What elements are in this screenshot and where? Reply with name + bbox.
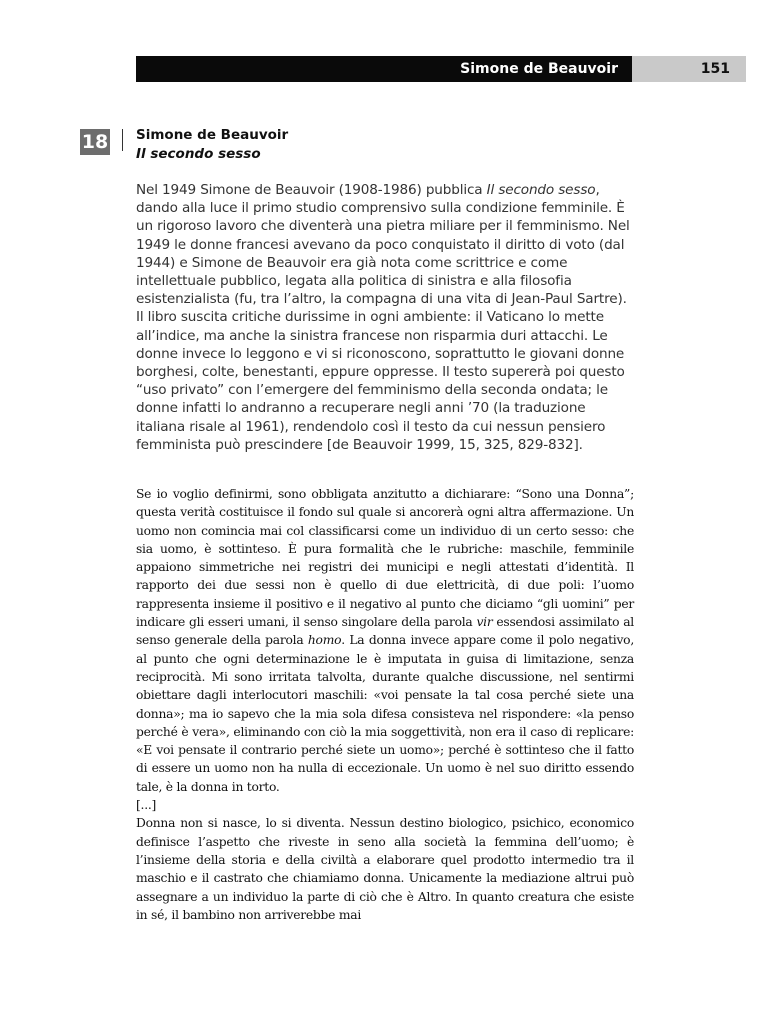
word-vir: vir bbox=[476, 615, 493, 630]
excerpt-paragraph-2: Donna non si nasce, lo si diventa. Nessun destino biologico, psichico, economico definisce l’aspetto che riveste in seno alla società la femmina dell’uomo; è l’insieme della storia e della civiltà a elaborare quel prodotto intermedio tra il maschio e il castrato che chiamiamo donna. Unicamente la mediazione altrui può assegnare a un individuo la parte di ciò che è Altro. In quanto creatura che esiste in sé, il bambino non arriverebbe mai bbox=[136, 816, 634, 922]
intro-book-title: Il secondo sesso bbox=[486, 182, 596, 198]
running-title: Simone de Beauvoir bbox=[136, 56, 632, 82]
excerpt-ellipsis: [...] bbox=[136, 798, 157, 813]
excerpt-p1-part-a: Se io voglio definirmi, sono obbligata anzitutto a dichiarare: “Sono una Donna”; questa verità costituisce il fondo sul quale si ancorerà ogni altra affermazione. Un uomo non comincia mai col classificarsi come un individuo di un certo sesso: che sia uomo, è sottinteso. È pura formalità che le rubriche: maschile, femminile appaiono simmetriche nei registri dei municipi e negli attestati d’identità. Il rapporto dei due sessi non è quello di due elettricità, di due poli: l’uomo rappresenta insieme il positivo e il negativo al punto che diciamo “gli uomini” per indicare gli esseri umani, il senso singolare della parola bbox=[136, 487, 634, 630]
excerpt-p1-part-c: . La donna invece appare come il polo negativo, al punto che ogni determinazione le è imputata in guisa di limitazione, senza reciprocità. Mi sono irritata talvolta, durante qualche discussione, nel sentirmi obiettare dagli interlocutori maschili: «voi pensate la tal cosa perché siete una donna»; ma io sapevo che la mia sola difesa consisteva nel rispondere: «la penso perché è vera», eliminando con ciò la mia soggettività, non era il caso di replicare: «E voi pensate il contrario perché siete un uomo»; perché è sottinteso che il fatto di essere un uomo non ha nulla di eccezionale. Un uomo è nel suo diritto essendo tale, è la donna in torto. bbox=[136, 633, 634, 794]
section-divider bbox=[122, 129, 123, 151]
excerpt-p1-part-b: essendosi assimilato al senso generale della parola bbox=[136, 615, 634, 648]
chapter-author: Simone de Beauvoir bbox=[136, 127, 289, 143]
intro-text-end: , dando alla luce il primo studio comprensivo sulla condizione femminile. È un rigoroso lavoro che diventerà una pietra miliare per il femminismo. Nel 1949 le donne francesi avevano da poco conquistato il diritto di voto (dal 1944) e Simone de Beauvoir era già nota come scrittrice e come intellettuale pubblico, legata alla politica di sinistra e alla filosofia esistenzialista (fu, tra l’altro, la compagna di una vita di Jean-Paul Sartre). Il libro suscita critiche durissime in ogni ambiente: il Vaticano lo mette all’indice, ma anche la sinistra francese non risparmia duri attacchi. Le donne invece lo leggono e vi si riconoscono, soprattutto le giovani donne borghesi, colte, benestanti, eppure oppresse. Il testo supererà poi questo “uso privato” con l’emergere del femminismo della seconda ondata; le donne infatti lo andranno a recuperare negli anni ’70 (la traduzione italiana risale al 1961), rendendolo così il testo da cui nessun pensiero femminista può prescindere [de Beauvoir 1999, 15, 325, 829-832]. bbox=[136, 182, 630, 453]
excerpt-text bbox=[136, 485, 634, 924]
running-header bbox=[136, 56, 746, 82]
intro-text-start: Nel 1949 Simone de Beauvoir (1908-1986) pubblica bbox=[136, 182, 487, 198]
word-homo: homo bbox=[307, 633, 342, 648]
chapter-title: Il secondo sesso bbox=[136, 146, 261, 162]
intro-paragraph bbox=[136, 181, 634, 454]
excerpt-paragraph-1 bbox=[136, 485, 634, 796]
chapter-number-badge: 18 bbox=[81, 131, 109, 153]
page-number: 151 bbox=[632, 56, 746, 82]
